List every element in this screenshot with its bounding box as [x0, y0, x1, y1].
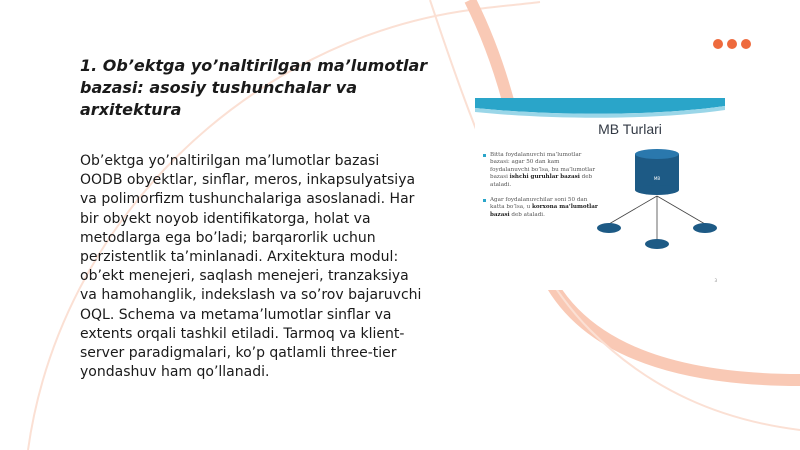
body-paragraph: Ob’ektga yo’naltirilgan ma’lumotlar bazasi OODB obyektlar, sinflar, meros, inkapsulyatsiya va polimorfizm tushunchalariga asoslanadi. Har bir obyekt noyob identifikatorga, holat va metodlarga ega bo’ladi; barqarorlik uchun perzistentlik ta’minlanadi. Arxitektura modul: ob’ekt menejeri, saqlash menejeri, tranzaksiya va hamohanglik, indekslash va so’rov bajaruvchi OQL. Schema va metama’lumotlar sinflar va extents orqali tashkil etiladi. Tarmoq va klient-server paradigmalari, ko’p qatlamli three-tier yondashuv ham qo’llanadi.	[80, 153, 422, 381]
bullet-item	[483, 152, 598, 189]
cylinder-label: MB	[653, 176, 661, 181]
slide-header-band	[475, 98, 725, 120]
database-cylinder-icon	[635, 149, 679, 195]
dot	[713, 39, 723, 49]
dot	[727, 39, 737, 49]
bullet-text: Agar foydalanuvchilar soni 50 dan katta bo’lsa, u	[490, 197, 588, 211]
bullet-bold: ishchi guruhlar bazasi	[509, 174, 580, 181]
bullet-tail: deb ataladi.	[509, 211, 545, 218]
three-dots-icon	[713, 39, 751, 49]
slide-bullets	[483, 152, 598, 227]
diagram-node-right	[693, 223, 717, 233]
embedded-slide-image	[475, 98, 725, 290]
dot	[741, 39, 751, 49]
bullet-text: Bitta foydalanuvchi ma’lumotlar bazasi: agar 50 dan kam foydalanuvchi bo’lsa, bu ma’lumotlar bazasi	[490, 152, 596, 181]
slide-heading: 1. Ob’ektga yo’naltirilgan ma’lumotlar bazasi: asosiy tushunchalar va arxitektura	[80, 56, 428, 119]
slide-page-number: 3	[714, 278, 717, 283]
database-diagram	[595, 148, 720, 268]
slide-title: MB Turlari	[598, 121, 662, 137]
diagram-node-bottom	[645, 239, 669, 249]
bullet-item	[483, 197, 598, 219]
diagram-arrows	[609, 196, 705, 240]
bullet-bold: korxona ma’lumotlar bazasi	[490, 204, 598, 218]
bullet-tail: deb ataladi.	[490, 174, 593, 188]
diagram-node-left	[597, 223, 621, 233]
